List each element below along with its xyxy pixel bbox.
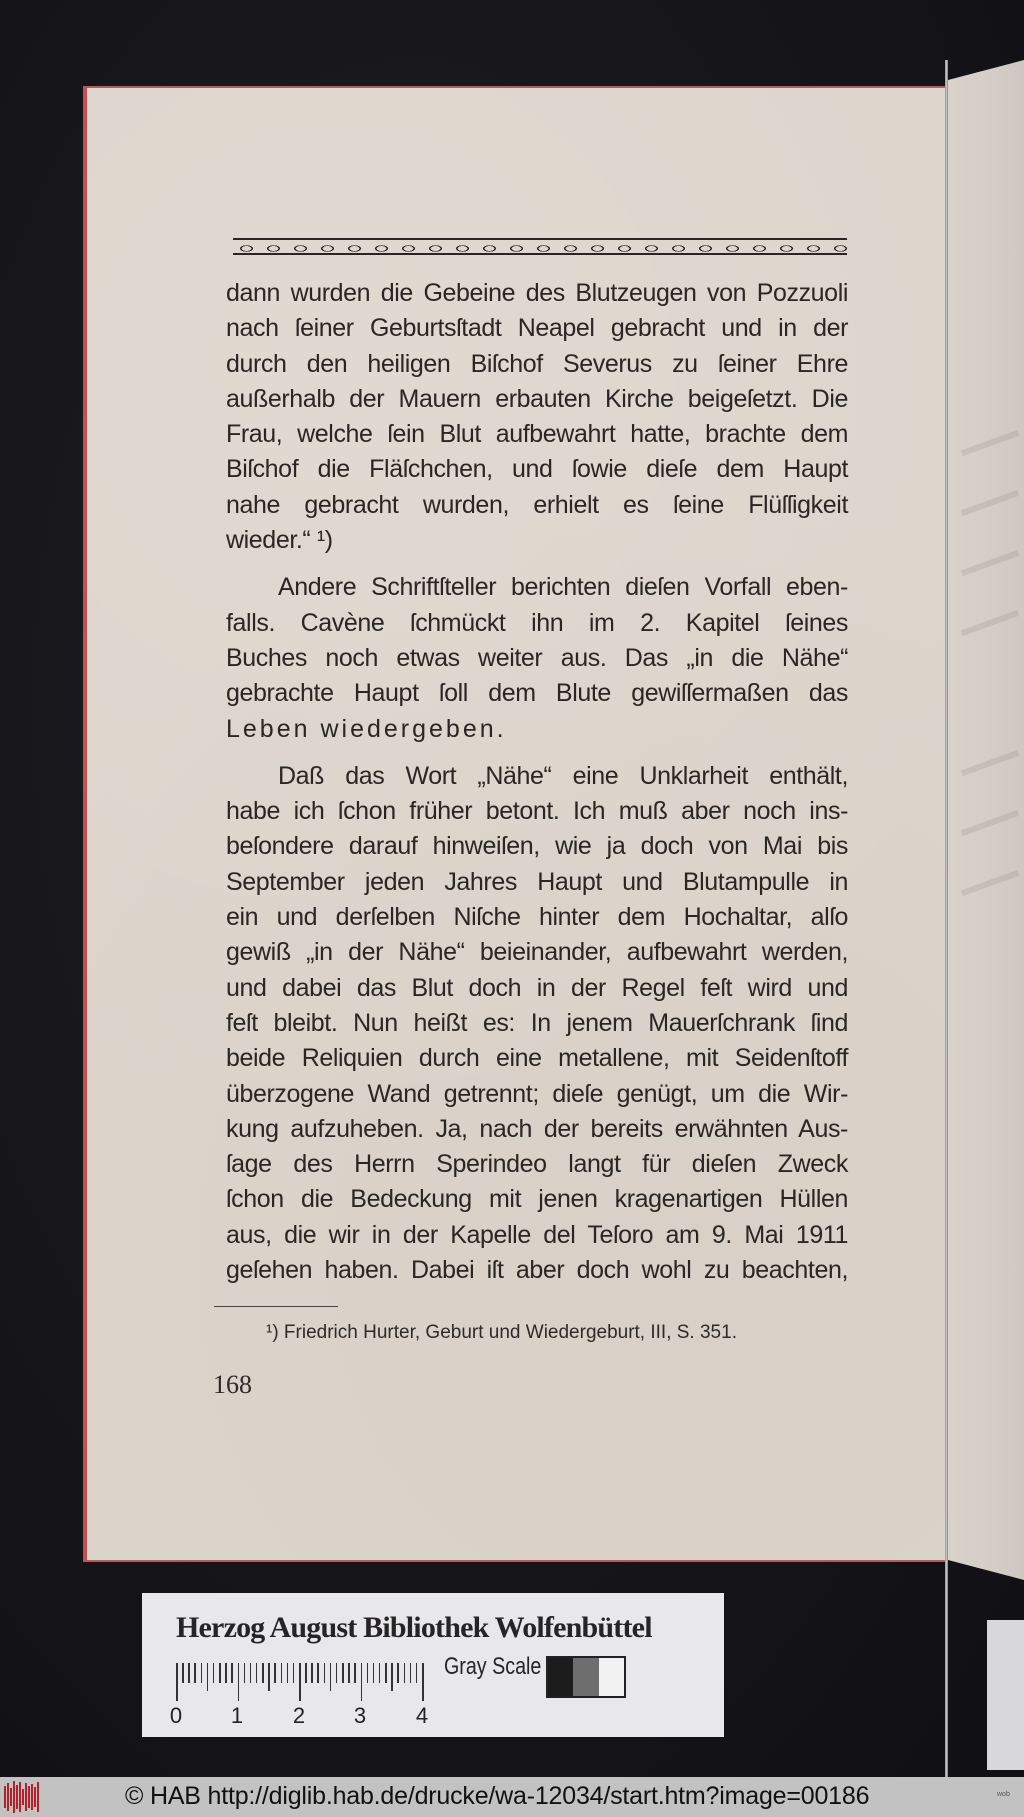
library-title: Herzog August Bibliothek Wolfenbüttel xyxy=(176,1611,652,1644)
text-line: ein und derſelben Niſche hinter dem Hochaltar, alſo xyxy=(226,903,848,932)
ruler-label: 2 xyxy=(292,1703,306,1728)
ruler-label: 1 xyxy=(230,1703,244,1728)
text-line: aus, die wir in der Kapelle del Teſoro am 9. Mai 1911 xyxy=(226,1220,848,1249)
ruler-tick xyxy=(397,1663,399,1683)
ruler-tick xyxy=(176,1663,178,1701)
ruler-tick xyxy=(299,1663,301,1701)
text-line: kung aufzuheben. Ja, nach der bereits erwähnten Aus- xyxy=(226,1114,848,1143)
text-line: geſehen haben. Dabei iſt aber doch wohl zu beachten, xyxy=(226,1256,848,1285)
gray-scale-label: Gray Scale xyxy=(444,1653,542,1680)
ruler-tick xyxy=(219,1663,221,1683)
ruler-tick xyxy=(207,1663,209,1691)
paragraph-2 xyxy=(226,570,848,746)
ruler-tick xyxy=(201,1663,203,1683)
text-line: Leben wiedergeben. xyxy=(226,714,507,743)
ruler-tick xyxy=(244,1663,246,1683)
color-scale-card xyxy=(142,1593,724,1737)
text-line: nahe gebracht wurden, erhielt es ſeine Flüſſigkeit xyxy=(226,490,848,519)
text-line: durch den heiligen Biſchof Severus zu ſeiner Ehre xyxy=(226,349,848,378)
centimeter-ruler xyxy=(169,1657,429,1728)
ruler-tick xyxy=(379,1663,381,1683)
paragraph-3 xyxy=(226,759,848,1288)
text-line: falls. Cavène ſchmückt ihn im 2. Kapitel ſeines xyxy=(226,608,848,637)
text-line: Biſchof die Fläſchchen, und ſowie dieſe dem Haupt xyxy=(226,455,848,484)
text-line: gewiß „in der Nähe“ beieinander, aufbewahrt werden, xyxy=(226,938,848,967)
ruler-tick xyxy=(422,1663,424,1701)
swatch-white xyxy=(599,1658,624,1696)
ruler-tick xyxy=(213,1663,215,1683)
ruler-tick xyxy=(391,1663,393,1691)
viewer-footer xyxy=(0,1777,1024,1817)
text-line: September jeden Jahres Haupt und Blutampulle in xyxy=(226,867,848,896)
small-mark: wob xyxy=(997,1791,1010,1798)
text-line: Andere Schriftſteller berichten dieſen Vorfall eben- xyxy=(278,573,848,602)
text-line: und dabei das Blut doch in der Regel feſt wird und xyxy=(226,973,848,1002)
ruler-tick xyxy=(373,1663,375,1683)
ruler-tick xyxy=(311,1663,313,1683)
page-body-text xyxy=(226,276,848,1300)
ruler-tick xyxy=(348,1663,350,1683)
ruler-tick xyxy=(256,1663,258,1683)
ruler-tick xyxy=(342,1663,344,1683)
book-spine-fold xyxy=(945,60,948,1777)
text-line: Daß das Wort „Nähe“ eine Unklarheit enthält, xyxy=(278,761,848,790)
copyright-link[interactable]: © HAB http://diglib.hab.de/drucke/wa-12034/start.htm?image=00186 xyxy=(125,1782,870,1810)
adjacent-page xyxy=(948,60,1024,1580)
text-line: nach ſeiner Geburtsſtadt Neapel gebracht und in der xyxy=(226,314,848,343)
ruler-tick xyxy=(336,1663,338,1683)
swatch-black xyxy=(548,1658,573,1696)
ruler-tick xyxy=(188,1663,190,1683)
text-line: ſchon die Bedeckung mit jenen kragenartigen Hüllen xyxy=(226,1185,848,1214)
ruler-tick xyxy=(305,1663,307,1683)
ruler-tick xyxy=(416,1663,418,1683)
ruler-tick xyxy=(262,1663,264,1683)
text-line: habe ich ſchon früher betont. Ich muß aber noch ins- xyxy=(226,797,848,826)
ruler-tick xyxy=(361,1663,363,1701)
ruler-tick xyxy=(324,1663,326,1683)
ruler-tick xyxy=(231,1663,233,1683)
ruler-tick xyxy=(330,1663,332,1691)
text-line: überzogene Wand getrennt; dieſe genügt, um die Wir- xyxy=(226,1079,848,1108)
ruler-tick xyxy=(268,1663,270,1691)
ruler-tick xyxy=(281,1663,283,1683)
ruler-tick xyxy=(293,1663,295,1683)
ruler-tick xyxy=(410,1663,412,1683)
ruler-tick xyxy=(354,1663,356,1683)
text-line: Frau, welche ſein Blut aufbewahrt hatte, brachte dem xyxy=(226,420,848,449)
text-line: gebrachte Haupt ſoll dem Blute gewiſſermaßen das xyxy=(226,679,848,708)
ruler-tick xyxy=(287,1663,289,1683)
text-line: wieder.“ ¹) xyxy=(226,526,333,555)
ruler-tick xyxy=(225,1663,227,1683)
text-line: feſt bleibt. Nun heißt es: In jenem Mauerſchrank ſind xyxy=(226,1008,848,1037)
ruler-tick xyxy=(250,1663,252,1683)
ruler-tick xyxy=(182,1663,184,1683)
text-line: beide Reliquien durch eine metallene, mit Seidenſtoff xyxy=(226,1044,848,1073)
ruler-tick xyxy=(274,1663,276,1683)
page-number: 168 xyxy=(213,1370,252,1399)
hab-barcode-logo-icon xyxy=(4,1781,48,1813)
text-line: ſage des Herrn Sperindeo langt für dieſen Zweck xyxy=(226,1150,848,1179)
paragraph-1 xyxy=(226,276,848,558)
ruler-label: 4 xyxy=(415,1703,429,1728)
ruler-tick xyxy=(194,1663,196,1683)
ruler-tick xyxy=(367,1663,369,1683)
ruler-tick xyxy=(404,1663,406,1683)
footnote: ¹) Friedrich Hurter, Geburt und Wiedergeburt, III, S. 351. xyxy=(266,1322,737,1343)
ruler-tick xyxy=(238,1663,240,1701)
text-line: beſondere darauf hinweiſen, wie ja doch von Mai bis xyxy=(226,832,848,861)
gray-scale-swatches xyxy=(546,1656,626,1698)
text-line: Buches noch etwas weiter aus. Das „in die Nähe“ xyxy=(226,643,848,672)
decorative-chain-border-icon xyxy=(233,238,847,255)
text-line: dann wurden die Gebeine des Blutzeugen von Pozzuoli xyxy=(226,279,848,307)
adjacent-label-fragment xyxy=(987,1620,1024,1770)
text-line: außerhalb der Mauern erbauten Kirche beigeſetzt. Die xyxy=(226,384,848,413)
ruler-label: 0 xyxy=(169,1703,183,1728)
footnote-divider xyxy=(214,1306,338,1307)
ruler-tick xyxy=(385,1663,387,1683)
swatch-gray xyxy=(573,1658,598,1696)
ruler-label: 3 xyxy=(353,1703,367,1728)
ruler-tick xyxy=(317,1663,319,1683)
